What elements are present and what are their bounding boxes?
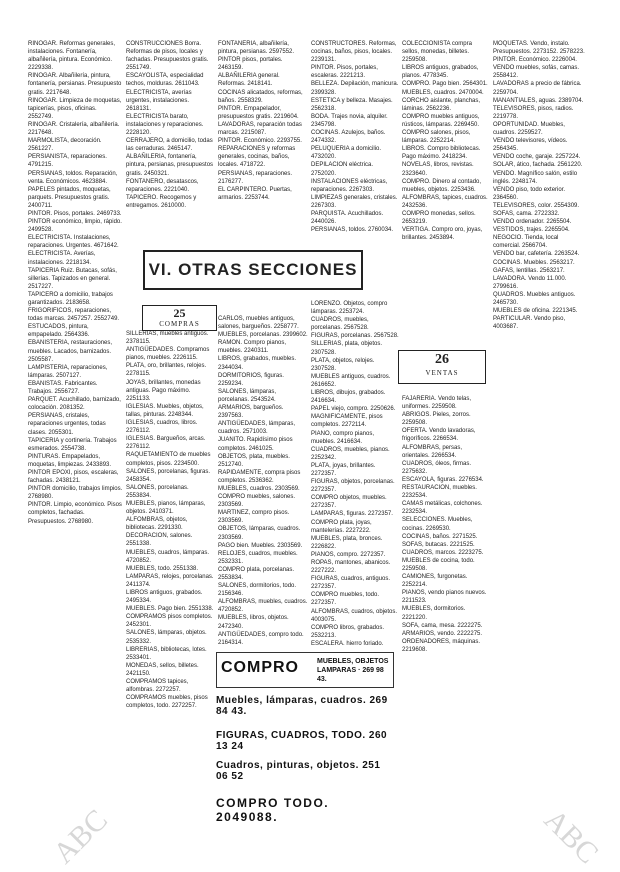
classified-ad: MUEBLES de cocina, todo. 2259508. xyxy=(402,557,475,572)
classified-ad: MARMOLISTA, decoración. 2561227. xyxy=(28,138,102,153)
classified-ad: COCINAS, baños. 2271525. xyxy=(402,533,478,540)
classified-ad: LIBROS, dibujos, grabados. 2416634. xyxy=(311,390,386,405)
classified-ad: LIMPIEZAS generales, cristales. 2267303. xyxy=(311,194,398,209)
classified-ad: LAVADORA. Vendo 11.000. 2799616. xyxy=(493,275,567,290)
classified-ad: SELECCIONES. Muebles, cocinas. 2269530. xyxy=(402,517,473,532)
classified-ad: PIANO, compro pianos, muebles. 2416634. xyxy=(311,430,375,445)
classified-ad: COMPRO muebles, salones. 2303569. xyxy=(218,494,296,509)
classified-ad: ALFOMBRAS, cuadros, objetos. 4003075. xyxy=(311,608,398,623)
classified-ad: RAMON. Compro pianos, muebles. 2240311. xyxy=(218,340,287,355)
classified-ad: CONSTRUCCIONES Borra. Reformas de pisos, locales y fachadas. Presupuestos gratis. 2551749. xyxy=(126,41,209,72)
classified-ad: PERSIANISTA, reparaciones. 4791215. xyxy=(28,154,107,169)
classifieds-column-3-top xyxy=(218,40,308,250)
classified-ad: VERTIGA. Compro oro, joyas, brillantes. 2453894. xyxy=(402,227,483,242)
classified-ad: MUEBLES, libros, objetos. 2472340. xyxy=(218,615,289,630)
classified-ad: ANTIGÜEDADES, lámparas, cuadros. 2571003. xyxy=(218,421,296,436)
classified-ad: PINTOR. Limpio, económico. Pisos completos, fachadas. Presupuestos. 2768980. xyxy=(28,502,122,525)
classifieds-column-1 xyxy=(28,40,123,872)
classified-ad: COMPRO objetos, muebles. 2272357. xyxy=(311,495,387,510)
classified-ad: RINOGAR. Albañilería, pintura, fontanería, persianas. Presupuesto gratis. 2217648. xyxy=(28,73,122,96)
section-25-number: 25 xyxy=(173,306,186,320)
classified-ad: SOFAS, cama. 2722332. xyxy=(493,210,560,217)
section-26-label: VENTAS xyxy=(425,369,459,377)
classified-ad: MUEBLES antiguos, cuadros. 2616652. xyxy=(311,373,391,388)
classified-ad: PINTOR pisos, portales. 2463159. xyxy=(218,57,283,72)
classified-ad: MUEBLES, cuadros, lámparas. 4720852. xyxy=(126,549,210,564)
ad-muebles-line: Muebles, lámparas, cuadros. 269 84 43. xyxy=(216,695,388,717)
classified-ad: VENDO coche, garaje. 2257224. xyxy=(493,154,581,161)
ad-cuadros-line: Cuadros, pinturas, objetos. 251 06 52 xyxy=(216,760,381,782)
classified-ad: RINOGAR. Reformas generales, instalaciones. Fontanería, albañilería, pintura. Económico. 2229338. xyxy=(28,41,116,72)
classified-ad: LIBROS. Compro bibliotecas. Pago máximo. 2418234. xyxy=(402,146,481,161)
classifieds-column-6 xyxy=(493,40,585,872)
classified-ad: FIGURAS, porcelanas. 2567528. xyxy=(311,333,399,340)
classified-ad: DORMITORIOS, figuras. 2259234. xyxy=(218,372,284,387)
classified-ad: MUEBLES de oficina. 2221345. xyxy=(493,308,578,315)
classified-ad: REPARACIONES y reformas generales, cocinas, baños, locales. 4718722. xyxy=(218,146,296,169)
classified-ad: SALONES, porcelanas, figuras. 2458354. xyxy=(126,468,211,483)
classified-ad: QUADROS. Muebles antiguos. 2465730. xyxy=(493,291,576,306)
classified-ad: PERSIANAS, toldos. 2760034. xyxy=(311,227,394,234)
classified-ad: MUEBLES, todo. 2551338. xyxy=(126,565,199,572)
classified-ad: ELECTRICISTA, averías urgentes, instalaciones. 2618131. xyxy=(126,89,192,112)
classified-ad: PLATA, oro, brillantes, relojes. 2278115. xyxy=(126,363,207,378)
classified-ad: ALFOMBRAS, muebles, cuadros. 4720852. xyxy=(218,599,308,614)
section-title-banner: VI. OTRAS SECCIONES xyxy=(143,250,363,290)
classified-ad: TAPICERIA y cortinería. Trabajos esmerados. 2554738. xyxy=(28,437,117,452)
classified-ad: MAGNIFICAMENTE, pisos completos. 2272114. xyxy=(311,414,383,429)
classified-ad: SILLERIAS, muebles antiguos. 2378115. xyxy=(126,331,209,346)
classified-ad: ELECTRICISTA. Averías, instalaciones. 2218134. xyxy=(28,251,96,266)
classified-ad: PIANOS, vendo pianos nuevos. 2211523. xyxy=(402,590,487,605)
classified-ad: MANANTIALES, aguas. 2389704. xyxy=(493,97,584,104)
classified-ad: OBJETOS, plata, muebles. 2512740. xyxy=(218,453,290,468)
classified-ad: VENDO ordenador. 2265504. xyxy=(493,219,572,226)
classified-ad: COMPRAMOS tapices, alfombras. 2272257. xyxy=(126,679,189,694)
classified-ad: CUADROS, muebles, porcelanas. 2567528. xyxy=(311,317,369,332)
classified-ad: PAPELES pintados, moquetas, parquets. Presupuestos gratis. 2400711. xyxy=(28,186,111,209)
classified-ad: MONEDAS, sellos, billetes. 2421150. xyxy=(126,662,199,677)
classified-ad: ROPAS, mantones, abanicos. 2227222. xyxy=(311,560,391,575)
classified-ad: NEGOCIO. Tienda, local comercial. 2566704. xyxy=(493,235,559,250)
classified-ad: RAPIDAMENTE, compra pisos completos. 2536362. xyxy=(218,469,301,484)
section-26-number: 26 xyxy=(435,352,449,367)
classified-ad: COMPRO muebles antiguos, rústicos, lámparas. 2269450. xyxy=(402,113,480,128)
classified-ad: PLATA, objetos, relojes. 2307528. xyxy=(311,357,375,372)
classified-ad: COCINAS. Muebles. 2563217. xyxy=(493,259,575,266)
classified-ad: ELECTRICISTA. Instalaciones, reparaciones. Urgentes. 4671642. xyxy=(28,235,119,250)
classified-ad: ALFOMBRAS, objetos, bibliotecas. 2291330. xyxy=(126,517,188,532)
classified-ad: ALBAÑILERIA, fontanería, pintura, persianas, presupuestos gratis. 2450321. xyxy=(126,154,214,177)
classified-ad: PARQUISTA. Acuchillados. 2440026. xyxy=(311,210,384,226)
classified-ad: FIGURAS, cuadros, antiguos. 2272357. xyxy=(311,576,391,591)
classified-ad: SALONES, dormitorios, todo. 2156346. xyxy=(218,583,297,598)
classified-ad: ANTIGÜEDADES, compro todo. 2164314. xyxy=(218,631,304,645)
classified-ad: PARTICULAR. Vendo piso, 4003687. xyxy=(493,316,566,331)
classified-ad: COMPRAMOS pisos completos. 2452301. xyxy=(126,614,213,629)
classified-ad: COMPRO. Dinero al contado, muebles, objetos. 2253436. xyxy=(402,178,482,193)
classified-ad: BODA. Trajes novia, alquiler. 2345798. xyxy=(311,113,388,128)
classified-ad: BELLEZA. Depilación, manicura. 2399328. xyxy=(311,81,399,96)
classified-ad: CUADROS, óleos, firmas. 2275632. xyxy=(402,460,472,475)
classified-ad: PIANOS, compro. 2272357. xyxy=(311,551,386,558)
classified-ad: PINTOR. Económico. 2226004. xyxy=(493,57,577,64)
classified-ad: OFERTA. Vendo lavadoras, frigoríficos. 2266534. xyxy=(402,428,476,443)
classified-ad: IGLESIAS. Bargueños, arcas. 2276112. xyxy=(126,436,206,451)
classified-ad: ARMARIOS, bargueños. 2397563. xyxy=(218,405,284,420)
classified-ad: GAFAS, lentillas. 2563217. xyxy=(493,267,565,274)
classified-ad: PINTOR EPOXI, pisos, escaleras, fachadas. 2438121. xyxy=(28,469,119,485)
classified-ad: PERSIANAS, reparaciones. 2176277. xyxy=(218,170,293,185)
ad-compro-headline: COMPRO xyxy=(221,659,299,676)
classified-ad: MOQUETAS. Vendo, instalo. Presupuestos. 2273152. 2578223. xyxy=(493,41,585,56)
classified-ad: PINTOR. Pisos, portales, escaleras. 2221213. xyxy=(311,65,378,80)
classified-ad: PINTURAS. Empapelados, moquetas, limpiezas. 2433893. xyxy=(28,453,112,468)
classified-ad: COMPRO monedas, sellos. 2653219. xyxy=(402,210,476,226)
classified-ad: FONTANERO, desatascos, reparaciones. 2221040. xyxy=(126,178,199,193)
classified-ad: COLECCIONISTA compra sellos, monedas, billetes. 2259508. xyxy=(402,41,472,64)
classified-ad: SALONES, lámparas, objetos. 2535332. xyxy=(126,630,207,645)
classified-ad: ALBAÑILERIA general. Reformas. 2418141. xyxy=(218,73,280,88)
classified-ad: OBJETOS, lámparas, cuadros. 2303569. xyxy=(218,526,301,541)
classified-ad: LORENZO. Objetos, compro lámparas. 2253724. xyxy=(311,301,388,316)
classified-ad: LAMPARAS, figuras. 2272357. xyxy=(311,511,393,518)
classified-ad: OPORTUNIDAD. Muebles, cuadros. 2259527. xyxy=(493,121,565,137)
classified-ad: CUADROS, marcos. 2223275. xyxy=(402,549,484,556)
classified-ad: SALONES, lámparas, porcelanas. 2543524. xyxy=(218,388,277,403)
classified-ad: MUEBLES, pianos, lámparas, objetos. 2410371. xyxy=(126,500,206,516)
classified-ad: JOYAS, brillantes, monedas antiguas. Pago máximo. 2251133. xyxy=(126,379,201,402)
classified-ad: COMPRO plata, porcelanas. 2553834. xyxy=(218,566,295,581)
classifieds-column-5-top xyxy=(402,40,490,345)
classified-ad: VENDO piso, todo exterior. 2364560. xyxy=(493,186,566,201)
classified-ad: ANTIGÜEDADES. Compramos pianos, muebles. 2226115. xyxy=(126,347,210,362)
classified-ad: COMPRO. Pago bien. 2564301. xyxy=(402,81,488,88)
classified-ad: ESCAYOLA, figuras. 2276534. xyxy=(402,476,484,483)
classified-ad: DEPILACION eléctrica. 2752020. xyxy=(311,162,374,177)
classified-ad: ALFOMBRAS, persas, orientales. 2266534. xyxy=(402,444,463,459)
classified-ad: CAMAS metálicas, colchones. 2232534. xyxy=(402,501,483,516)
classified-ad: COMPRAMOS muebles, pisos completos, todo. 2272257. xyxy=(126,695,208,710)
classified-ad: PAPEL viejo, compro. 2250626. xyxy=(311,406,396,413)
classified-ad: MUEBLES. Pago bien. 2551338. xyxy=(126,606,214,613)
classified-ad: PERSIANAS, toldos. Reparación, venta. Económicos. 4623884. xyxy=(28,170,118,185)
classified-ad: MUEBLES, plata, bronces. 2226822. xyxy=(311,535,383,550)
classified-ad: IGLESIAS, cuadros, libros. 2276112. xyxy=(126,420,198,435)
classified-ad: SOLAR, ático, fachada. 2561220. xyxy=(493,162,583,169)
classified-ad: CUADROS, muebles, pianos. 2252342. xyxy=(311,446,390,461)
classified-ad: DECORACION, salones. 2551338. xyxy=(126,533,193,548)
classifieds-column-4-bottom xyxy=(311,300,399,645)
classified-ad: PINTOR domicilio, trabajos limpios. 2768980. xyxy=(28,486,123,501)
classified-ad: FAJARERIA. Vendo telas, uniformes. 2259508. xyxy=(402,396,472,411)
classified-ad: SILLERIAS, plata, objetos. 2307528. xyxy=(311,341,383,356)
ad-compro-details: MUEBLES, OBJETOS LAMPARAS · 269 98 43. xyxy=(317,658,389,683)
classified-ad: TAPICERO a domicilio, trabajos garantizados. 2183658. xyxy=(28,291,113,306)
classified-ad: FONTANERIA, albañilería, pintura, persianas. 2597552. xyxy=(218,41,295,56)
classified-ad: TAPICERO. Recogemos y entregamos. 2610000. xyxy=(126,194,197,209)
classified-ad: CAMIONES, furgonetas. 2252214. xyxy=(402,574,468,589)
classified-ad: JUANITO. Rapidísimo pisos completos. 2461025. xyxy=(218,437,293,452)
classified-ad: ALFOMBRAS, tapices, cuadros. 2432536. xyxy=(402,194,488,209)
classified-ad: IGLESIAS. Muebles, objetos, tallas, pinturas. 2248344. xyxy=(126,403,204,418)
classified-ad: LIBROS antiguos, grabados. 2495334. xyxy=(126,590,203,605)
classified-ad: PINTOR. Económico. 2293755. xyxy=(218,138,302,145)
classified-ad: LAMPISTERIA, reparaciones, lámparas. 2507127. xyxy=(28,364,108,379)
classified-ad: RELOJES, cuadros, muebles. 2532331. xyxy=(218,550,298,565)
classified-ad: INSTALACIONES eléctricas, reparaciones. 2267303. xyxy=(311,178,388,193)
classified-ad: VENDO televisores, vídeos. 2564345. xyxy=(493,138,568,153)
classified-ad: RINOGAR. Limpieza de moquetas, tapicerías, pisos, oficinas. 2552749. xyxy=(28,97,122,120)
classifieds-column-3-bottom xyxy=(218,315,308,645)
classified-ad: PINTOR económico, limpio, rápido. 2499528. xyxy=(28,219,122,234)
classified-ad: CORCHO aislante, planchas, láminas. 2562236. xyxy=(402,97,481,112)
classified-ad: RINOGAR. Cristalería, albañilería. 2217648. xyxy=(28,121,120,137)
classifieds-column-5-bottom xyxy=(402,395,490,872)
classified-ad: CONSTRUCTORES. Reformas, cocinas, baños, pisos, locales. 2239131. xyxy=(311,41,397,64)
classified-ad: RESTAURACION, muebles. 2232534. xyxy=(402,485,477,500)
classified-ad: COMPRO salones, pisos, lámparas. 2252214. xyxy=(402,130,471,145)
classified-ad: PLATA, joyas, brillantes. 2272357. xyxy=(311,462,376,477)
classified-ad: COMPRO plata, joyas, mantelerías. 2227222. xyxy=(311,519,372,534)
abc-watermark-right: ABC xyxy=(537,803,605,871)
ad-compro-todo-line: COMPRO TODO. 2049088. xyxy=(216,796,330,824)
classified-ad: COCINAS alicatados, reformas, baños. 2558329. xyxy=(218,89,303,104)
classified-ad: MUEBLES, cuadros. 2303569. xyxy=(218,485,300,492)
classified-ad: SALONES, porcelanas. 2553834. xyxy=(126,484,189,499)
classified-ad: ESCAYOLISTA, especialidad techos, molduras. 2611043. xyxy=(126,73,204,88)
classified-ad: PINTOR. Pisos, portales. 2469733. xyxy=(28,210,122,217)
classified-ad: VENDO bar, cafetería. 2263524. xyxy=(493,251,580,258)
classified-ad: ESTETICA y belleza. Masajes. 2562318. xyxy=(311,97,393,112)
classified-ad: PINTOR. Empapelador, presupuestos gratis. 2219604. xyxy=(218,105,299,120)
classified-ad: COMPRO muebles, todo. 2272357. xyxy=(311,592,380,607)
classified-ad: PERSIANAS, cristales, reparaciones urgentes, todas clases. 2055301. xyxy=(28,413,106,436)
classified-ad: LIBROS antiguos, grabados, planos. 4778345. xyxy=(402,65,479,80)
classified-ad: LAVADORAS a precio de fábrica. 2259704. xyxy=(493,81,582,96)
classifieds-column-2-bottom xyxy=(126,330,214,872)
classified-ad: VENDO. Magnífico salón, estilo inglés. 2248174. xyxy=(493,170,578,185)
ad-compro-box xyxy=(216,652,394,688)
classified-ad: ARMARIOS, vendo. 2222275. xyxy=(402,630,483,637)
classified-ad: TELEVISORES, pisos, radios. 2219778. xyxy=(493,105,574,120)
classified-ad: MUEBLES, cuadros. 2470004. xyxy=(402,89,484,96)
classified-ad: CERRAJERO, a domicilio, todas las cerraduras. 2465147. xyxy=(126,138,213,153)
classified-ad: SOFA, cama, mesa. 2222275. xyxy=(402,622,483,629)
abc-watermark-left: ABC xyxy=(47,803,114,871)
classified-ad: SOFAS, butacas. 2221525. xyxy=(402,541,475,548)
classified-ad: NOVELAS, libros, revistas. 2323640. xyxy=(402,162,474,177)
classified-ad: MARTINEZ, compro pisos. 2303569. xyxy=(218,510,290,525)
classified-ad: LAMPARAS, relojes, porcelanas. 2411374. xyxy=(126,573,214,588)
classified-ad: MUEBLES, dormitorios. 2221220. xyxy=(402,606,466,621)
classified-ad: PARQUET. Acuchillado, barnizado, colocación. 2081352. xyxy=(28,397,121,412)
classified-ad: VESTIDOS, trajes. 2265504. xyxy=(493,227,570,234)
classified-ad: VENDO muebles, sofás, camas. 2558412. xyxy=(493,65,580,80)
classified-ad: LIBROS, grabados, muebles. 2344034. xyxy=(218,356,297,371)
classified-ad: PAGO bien. Muebles. 2303569. xyxy=(218,542,303,549)
section-25-compras xyxy=(142,305,217,331)
section-26-ventas xyxy=(398,350,486,384)
classified-ad: COMPRO libros, grabados. 2532213. xyxy=(311,624,385,639)
ad-figuras-line: FIGURAS, CUADROS, TODO. 260 13 24 xyxy=(216,730,388,752)
classified-ad: ESTUCADOS, pintura, empapelado. 2564336. xyxy=(28,324,90,339)
classified-ad: CARLOS, muebles antiguos, salones, bargueños. 2258777. xyxy=(218,316,299,331)
classified-ad: EBANISTAS. Fabricantes. Trabajos. 2556727. xyxy=(28,380,98,396)
classified-ad: ESCALERA, hierro forjado. xyxy=(311,640,384,645)
classified-ad: COCINAS. Azulejos, baños. 2474332. xyxy=(311,130,386,145)
classifieds-column-4-top xyxy=(311,40,399,258)
classified-ad: FIGURAS, objetos, porcelanas. 2272357. xyxy=(311,479,395,494)
classified-ad: ABRIGOS. Pieles, zorros. 2259508. xyxy=(402,412,471,427)
classified-ad: EL CARPINTERO. Puertas, armarios. 2253744. xyxy=(218,186,292,201)
classified-ad: TAPICERIA Ruiz. Butacas, sofás, sillerías. Tapizados en general. 2517227. xyxy=(28,267,117,290)
classified-ad: MUEBLES, porcelanas. 2399602. xyxy=(218,332,308,339)
classified-ad: TELEVISORES, color. 2554309. xyxy=(493,202,580,209)
section-25-label: COMPRAS xyxy=(159,320,200,328)
classified-ad: LAVADORAS, reparación todas marcas. 2215087. xyxy=(218,121,302,137)
classified-ad: ORDENADORES, máquinas. 2219608. xyxy=(402,638,481,653)
classified-ad: PELUQUERIA a domicilio. 4732020. xyxy=(311,146,382,161)
classified-ad: LIBRERIAS, bibliotecas, lotes. 2533401. xyxy=(126,646,207,661)
classifieds-column-2-top xyxy=(126,40,214,250)
classified-ad: FRIGORIFICOS, reparaciones, todas marcas. 2457257. 2552749. xyxy=(28,308,120,323)
classified-ad: EBANISTERIA, restauraciones, muebles. Lacados, barnizados. 2505587. xyxy=(28,340,113,363)
classified-ad: ELECTRICISTA barato, instalaciones y reparaciones. 2228120. xyxy=(126,113,204,137)
classified-ad: RAQUETAMIENTO de muebles completos, pisos. 2234500. xyxy=(126,452,211,467)
